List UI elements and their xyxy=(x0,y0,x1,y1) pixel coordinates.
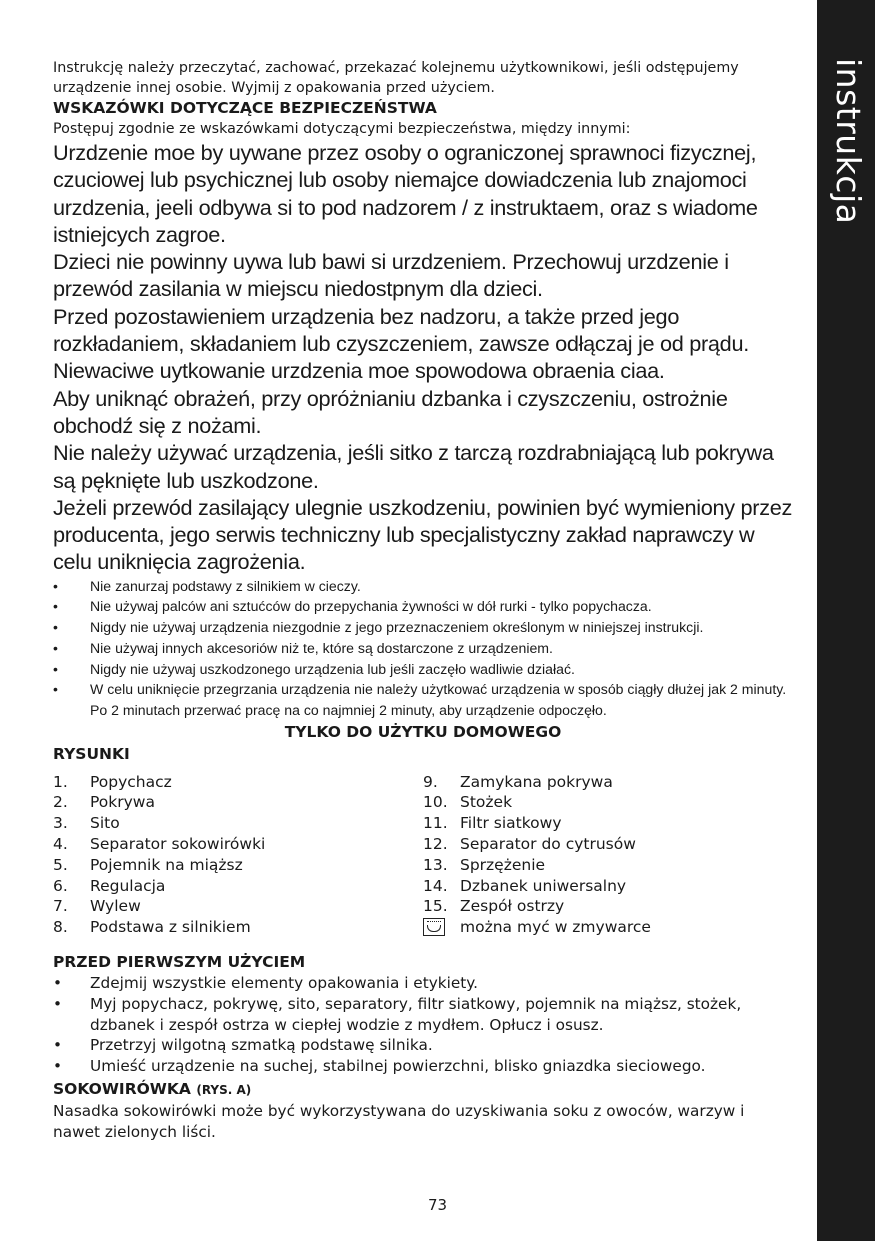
part-number: 2. xyxy=(53,793,68,812)
part-item xyxy=(53,792,423,813)
part-number: 9. xyxy=(423,772,438,791)
part-number: 3. xyxy=(53,814,68,833)
part-label: Pojemnik na miąższ xyxy=(90,855,243,874)
dishwasher-icon xyxy=(423,918,445,936)
list-item: • Nie używaj palców ani sztućców do przepychania żywności w dół rurki - tylko popychacza. xyxy=(53,596,793,617)
part-item xyxy=(53,896,423,917)
part-item xyxy=(423,813,793,834)
part-item xyxy=(53,855,423,876)
list-item: • W celu uniknięcie przegrzania urządzenia nie należy użytkować urządzenia w sposób ciągły dłużej jak 2 minuty. Po 2 minutach przerwać pracę na co najmniej 2 minuty, aby urządzenie odpoczęło. xyxy=(53,679,793,720)
part-label: Sprzężenie xyxy=(460,855,546,874)
part-label: Sito xyxy=(90,814,120,833)
part-number: 1. xyxy=(53,772,68,791)
safety-large-item: Urzdzenie moe by uywane przez osoby o ograniczonej sprawnoci fizycznej, czuciowej lub psychicznej lub osoby niemajce dowiadczenia lub znajomoci urzdzenia, jeeli odbywa si to pod nadzorem / z instruktaem, oraz s wiadome istniejcych zagroe. xyxy=(53,140,758,247)
part-item xyxy=(53,876,423,897)
juicer-heading xyxy=(53,1079,793,1101)
part-item xyxy=(53,772,423,793)
part-label: Dzbanek uniwersalny xyxy=(460,876,627,895)
part-item xyxy=(423,896,793,917)
list-item: • Przetrzyj wilgotną szmatką podstawę silnika. xyxy=(53,1035,793,1056)
part-item xyxy=(53,917,423,938)
juicer-text: Nasadka sokowirówki może być wykorzystywana do uzyskiwania soku z owoców, warzyw i nawet zielonych liści. xyxy=(53,1102,745,1141)
parts-column-right xyxy=(423,772,793,938)
part-label: Podstawa z silnikiem xyxy=(90,918,251,937)
part-item xyxy=(53,834,423,855)
part-label: Separator do cytrusów xyxy=(460,835,636,854)
part-item xyxy=(423,792,793,813)
part-label: Regulacja xyxy=(90,876,166,895)
part-number: 5. xyxy=(53,855,68,874)
safety-large-item: Aby uniknąć obrażeń, przy opróżnianiu dzbanka i czyszczeniu, ostrożnie obchodź się z nożami. xyxy=(53,385,728,438)
part-number: 15. xyxy=(423,897,448,916)
safety-large-item: Jeżeli przewód zasilający ulegnie uszkodzeniu, powinien być wymieniony przez producenta, jego serwis techniczny lub specjalistyczny zakład naprawczy w celu uniknięcia zagrożenia. xyxy=(53,494,793,575)
part-label: Filtr siatkowy xyxy=(460,814,562,833)
dishwasher-label: można myć w zmywarce xyxy=(460,918,651,937)
juicer-heading-ref: (RYS. A) xyxy=(196,1083,252,1098)
first-use-heading: PRZED PIERWSZYM UŻYCIEM xyxy=(53,953,306,972)
part-label: Separator sokowirówki xyxy=(90,835,266,854)
first-use-list xyxy=(53,973,793,1077)
list-item: • Myj popychacz, pokrywę, sito, separatory, filtr siatkowy, pojemnik na miąższ, stożek, dzbanek i zespół ostrza w ciepłej wodzie z mydłem. Opłucz i osusz. xyxy=(53,994,793,1036)
part-item xyxy=(423,855,793,876)
safety-large-item: Dzieci nie powinny uywa lub bawi si urzdzeniem. Przechowuj urzdzenie i przewód zasilania w miejscu niedostpnym dla dzieci. xyxy=(53,249,729,302)
dishwasher-note xyxy=(423,917,793,938)
part-number: 8. xyxy=(53,918,68,937)
part-number: 12. xyxy=(423,835,448,854)
part-label: Zespół ostrzy xyxy=(460,897,565,916)
page-content xyxy=(53,58,793,1143)
list-item: • Zdejmij wszystkie elementy opakowania i etykiety. xyxy=(53,973,793,994)
part-label: Pokrywa xyxy=(90,793,155,812)
safety-heading: WSKAZÓWKI DOTYCZĄCE BEZPIECZEŃSTWA xyxy=(53,99,437,117)
part-label: Stożek xyxy=(460,793,513,812)
part-number: 11. xyxy=(423,814,448,833)
part-label: Wylew xyxy=(90,897,141,916)
part-number: 6. xyxy=(53,876,68,895)
list-item: • Nigdy nie używaj uszkodzonego urządzenia lub jeśli zaczęło wadliwie działać. xyxy=(53,659,793,680)
list-item: • Nie używaj innych akcesoriów niż te, które są dostarczone z urządzeniem. xyxy=(53,638,793,659)
safety-large-item: Niewaciwe uytkowanie urzdzenia moe spowodowa obraenia ciaa. xyxy=(53,358,665,384)
domestic-use-note: TYLKO DO UŻYTKU DOMOWEGO xyxy=(284,722,562,741)
figures-heading: RYSUNKI xyxy=(53,744,130,763)
parts-list xyxy=(53,772,793,938)
part-label: Popychacz xyxy=(90,772,172,791)
part-number: 13. xyxy=(423,855,448,874)
safety-subheading: Postępuj zgodnie ze wskazówkami dotyczącymi bezpieczeństwa, między innymi: xyxy=(53,121,631,137)
side-tab-label: instrukcja xyxy=(829,58,868,225)
list-item: • Umieść urządzenie na suchej, stabilnej powierzchni, blisko gniazdka sieciowego. xyxy=(53,1056,793,1077)
part-item xyxy=(423,772,793,793)
list-item: • Nigdy nie używaj urządzenia niezgodnie z jego przeznaczeniem określonym w niniejszej instrukcji. xyxy=(53,617,793,638)
part-label: Zamykana pokrywa xyxy=(460,772,613,791)
safety-large-item: Nie należy używać urządzenia, jeśli sitko z tarczą rozdrabniającą lub pokrywa są pęknięte lub uszkodzone. xyxy=(53,440,774,493)
parts-column-left xyxy=(53,772,423,938)
part-number: 4. xyxy=(53,835,68,854)
part-number: 7. xyxy=(53,897,68,916)
safety-large-item: Przed pozostawieniem urządzenia bez nadzoru, a także przed jego rozkładaniem, składaniem lub czyszczeniem, zawsze odłączaj je od prądu. xyxy=(53,303,749,357)
part-number: 10. xyxy=(423,793,448,812)
part-item xyxy=(53,813,423,834)
part-item xyxy=(423,876,793,897)
intro-text: Instrukcję należy przeczytać, zachować, przekazać kolejnemu użytkownikowi, jeśli odstępujemy urządzenie innej osobie. Wyjmij z opakowania przed użyciem. xyxy=(53,60,739,96)
part-item xyxy=(423,834,793,855)
list-item: • Nie zanurzaj podstawy z silnikiem w cieczy. xyxy=(53,576,793,597)
safety-bullet-list xyxy=(53,576,793,721)
part-number: 14. xyxy=(423,876,448,895)
page-number: 73 xyxy=(427,1196,448,1214)
juicer-heading-title: SOKOWIRÓWKA xyxy=(53,1080,191,1099)
